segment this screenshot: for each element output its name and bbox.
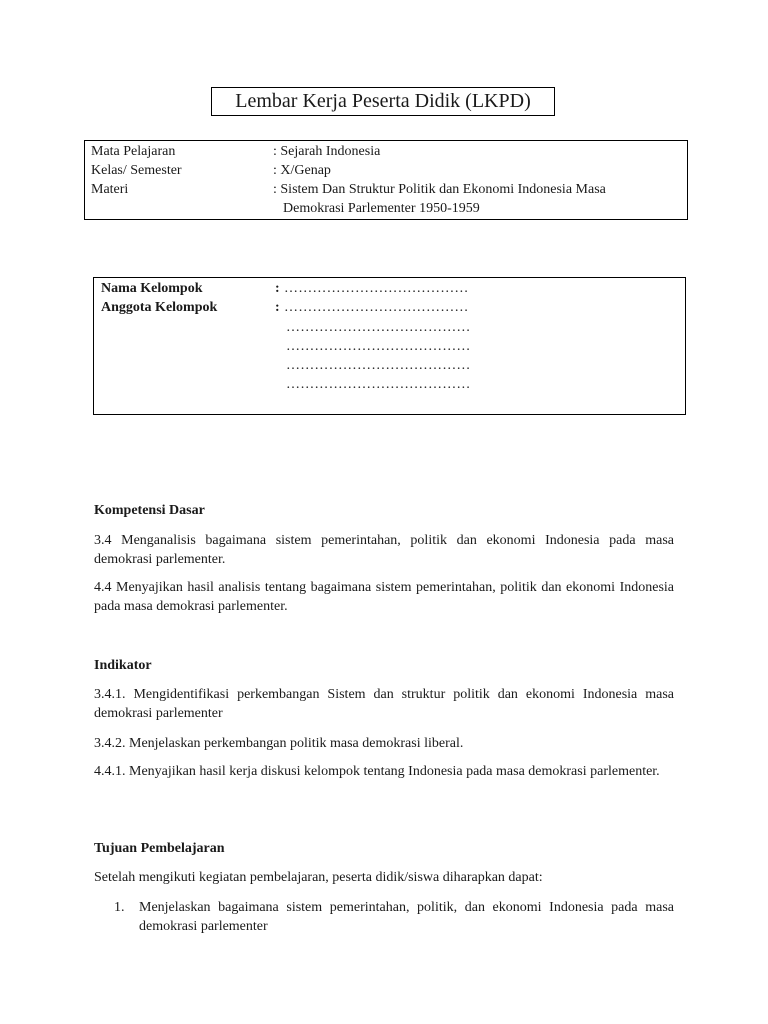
kompetensi-item: 4.4 Menyajikan hasil analisis tentang bagaimana sistem pemerintahan, politik dan ekonomi Indonesia pada masa demokrasi parlementer.	[94, 580, 674, 614]
group-member-field[interactable]: …………………………………	[284, 300, 469, 315]
document-title: Lembar Kerja Peserta Didik (LKPD)	[211, 87, 555, 116]
kompetensi-heading: Kompetensi Dasar	[94, 503, 205, 518]
tujuan-intro: Setelah mengikuti kegiatan pembelajaran, peserta didik/siswa diharapkan dapat:	[94, 870, 543, 885]
info-value: : Sejarah Indonesia	[273, 144, 381, 159]
subject-info-box	[84, 140, 688, 220]
indikator-item: 3.4.2. Menjelaskan perkembangan politik masa demokrasi liberal.	[94, 736, 464, 751]
group-box	[93, 277, 686, 415]
group-members-label: Anggota Kelompok	[101, 300, 218, 315]
group-members-colon: :	[275, 300, 280, 315]
group-name-field[interactable]: …………………………………	[284, 281, 469, 296]
info-value: : Sistem Dan Struktur Politik dan Ekonomi Indonesia Masa	[273, 182, 606, 197]
group-member-field[interactable]: …………………………………	[286, 377, 471, 392]
group-name-label: Nama Kelompok	[101, 281, 203, 296]
indikator-heading: Indikator	[94, 658, 152, 673]
group-member-field[interactable]: …………………………………	[286, 358, 471, 373]
tujuan-heading: Tujuan Pembelajaran	[94, 841, 225, 856]
info-value: : X/Genap	[273, 163, 331, 178]
group-member-field[interactable]: …………………………………	[286, 339, 471, 354]
indikator-item: 3.4.1. Mengidentifikasi perkembangan Sistem dan struktur politik dan ekonomi Indonesia masa demokrasi parlementer	[94, 687, 674, 721]
tujuan-list-item	[94, 898, 674, 938]
list-number: 1.	[114, 900, 125, 915]
info-label: Materi	[91, 182, 129, 197]
kompetensi-item: 3.4 Menganalisis bagaimana sistem pemerintahan, politik dan ekonomi Indonesia pada masa demokrasi parlementer.	[94, 533, 674, 567]
info-label: Mata Pelajaran	[91, 144, 176, 159]
group-member-field[interactable]: …………………………………	[286, 320, 471, 335]
group-name-colon: :	[275, 281, 280, 296]
indikator-item: 4.4.1. Menyajikan hasil kerja diskusi kelompok tentang Indonesia pada masa demokrasi parlementer.	[94, 764, 660, 779]
info-value: Demokrasi Parlementer 1950-1959	[283, 201, 480, 216]
info-label: Kelas/ Semester	[91, 163, 182, 178]
list-text: Menjelaskan bagaimana sistem pemerintahan, politik, dan ekonomi Indonesia pada masa demokrasi parlementer	[139, 900, 674, 934]
